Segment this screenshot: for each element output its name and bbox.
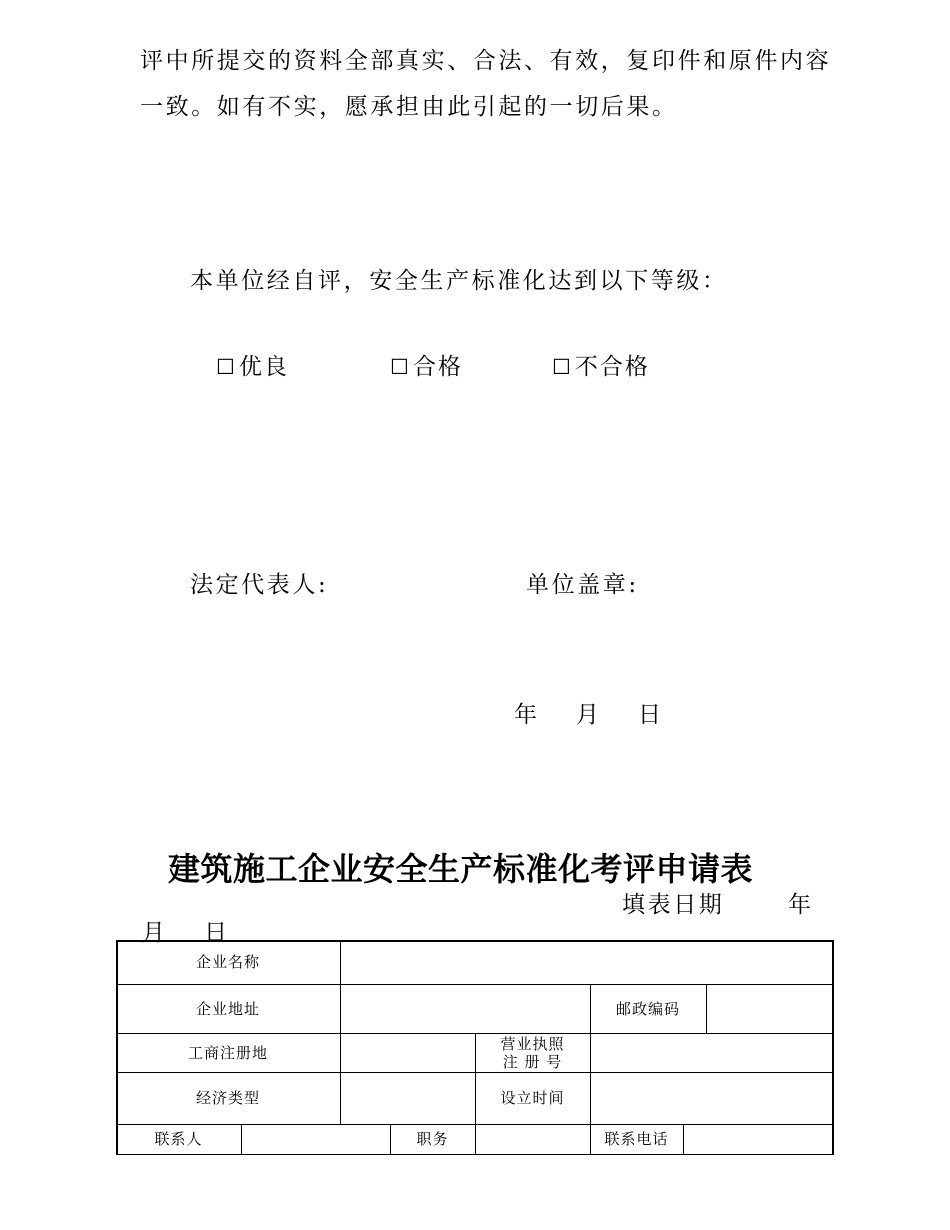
position-label: 职务 — [416, 1130, 449, 1148]
legal-representative-label: 法定代表人: — [190, 572, 329, 598]
option-excellent[interactable] — [216, 348, 289, 381]
option-label: 合格 — [412, 354, 463, 380]
company-name-field[interactable] — [341, 941, 831, 984]
postal-code-field[interactable] — [707, 985, 832, 1033]
checkbox-icon[interactable]: ☐ — [216, 355, 237, 379]
postal-code-label: 邮政编码 — [615, 999, 680, 1018]
fill-date-day: 日 — [204, 920, 230, 946]
fill-date-year: 年 — [788, 892, 814, 918]
business-license-label-line2: 注 册 号 — [502, 1052, 563, 1071]
table-border — [116, 1154, 834, 1155]
company-seal-label: 单位盖章: — [526, 572, 639, 598]
checkbox-icon[interactable]: ☐ — [552, 355, 573, 379]
declaration-line-1: 评中所提交的资料全部真实、合法、有效，复印件和原件内容 — [140, 48, 832, 74]
fill-date-month: 月 — [142, 920, 168, 946]
contact-person-label: 联系人 — [154, 1130, 203, 1148]
option-label: 优良 — [238, 354, 289, 380]
option-label: 不合格 — [574, 354, 650, 380]
self-assessment-intro: 本单位经自评，安全生产标准化达到以下等级： — [190, 268, 728, 294]
registration-place-label: 工商注册地 — [187, 1043, 268, 1062]
company-name-label: 企业名称 — [195, 953, 260, 971]
registration-place-field[interactable] — [341, 1034, 475, 1072]
option-qualified[interactable] — [390, 348, 463, 381]
option-unqualified[interactable] — [552, 348, 650, 381]
fill-date-label: 填表日期 — [622, 892, 725, 918]
application-form-table — [116, 940, 834, 1156]
sign-year: 年 — [514, 702, 540, 728]
contact-person-field[interactable] — [242, 1125, 390, 1154]
company-address-label: 企业地址 — [195, 999, 260, 1018]
established-time-label: 设立时间 — [500, 1089, 565, 1107]
business-license-label — [475, 1033, 590, 1072]
established-time-field[interactable] — [591, 1073, 832, 1124]
table-border — [832, 940, 834, 1155]
sign-month: 月 — [576, 702, 602, 728]
checkbox-icon[interactable]: ☐ — [390, 355, 411, 379]
economic-type-label: 经济类型 — [195, 1089, 260, 1107]
economic-type-field[interactable] — [341, 1073, 475, 1124]
contact-phone-label: 联系电话 — [604, 1130, 669, 1148]
sign-day: 日 — [638, 702, 664, 728]
company-address-field[interactable] — [341, 985, 590, 1033]
position-field[interactable] — [476, 1125, 590, 1154]
contact-phone-field[interactable] — [684, 1125, 832, 1154]
form-title: 建筑施工企业安全生产标准化考评申请表 — [168, 850, 754, 888]
business-license-field[interactable] — [591, 1034, 832, 1072]
declaration-line-2: 一致。如有不实，愿承担由此引起的一切后果。 — [140, 94, 678, 120]
business-license-label-line1: 营业执照 — [500, 1034, 565, 1053]
